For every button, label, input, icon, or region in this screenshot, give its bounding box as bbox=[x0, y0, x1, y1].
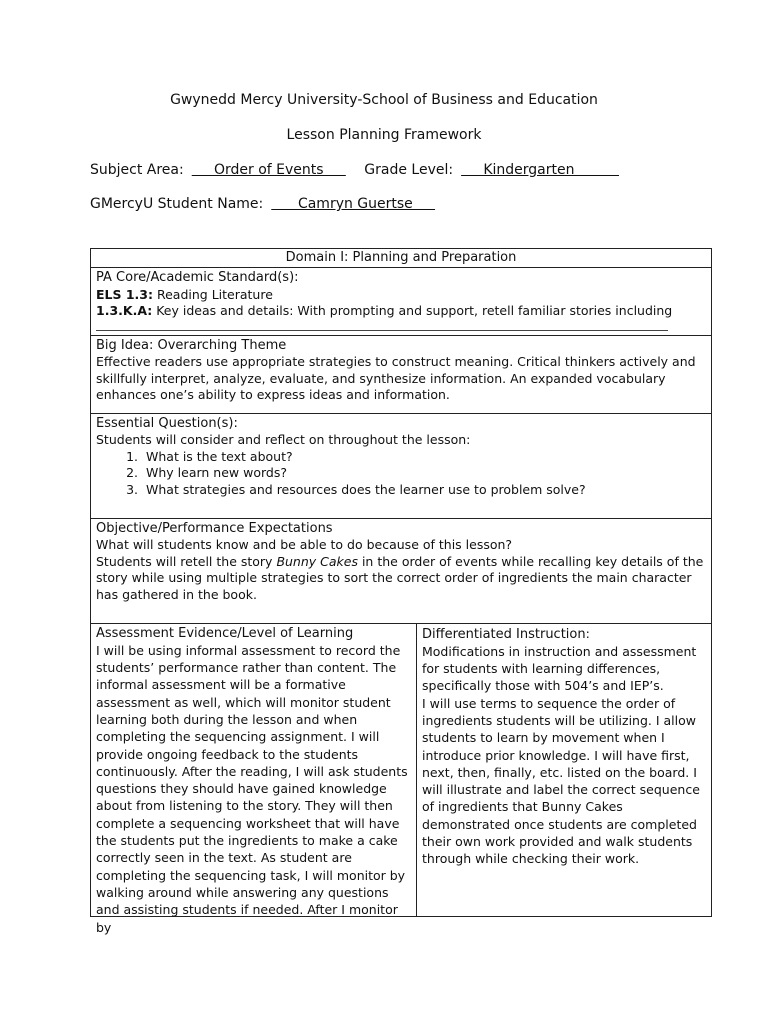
k-text: Key ideas and details: With prompting and support, retell familiar stories including bbox=[152, 303, 673, 318]
big-idea-section bbox=[91, 335, 711, 413]
els-code: ELS 1.3: bbox=[96, 286, 154, 302]
student-name-row bbox=[90, 196, 435, 212]
essential-questions-list bbox=[96, 449, 706, 499]
list-item: 3. What strategies and resources does the learner use to problem solve? bbox=[142, 482, 706, 499]
differentiated-text-1: Modifications in instruction and assessment for students with learning differences, specifically those with 504’s and IEP’s. bbox=[422, 643, 697, 694]
list-item: 1. What is the text about? bbox=[142, 449, 706, 466]
objective-text-start: Students will retell the story bbox=[96, 553, 277, 569]
k-standard bbox=[96, 303, 706, 320]
differentiated-heading-line bbox=[422, 625, 706, 643]
essential-questions-section bbox=[91, 413, 711, 518]
grade-level-value: Kindergarten bbox=[461, 162, 619, 178]
student-name-label: GMercyU Student Name: bbox=[90, 196, 264, 212]
objective-question: What will students know and be able to do because of this lesson? bbox=[96, 537, 513, 552]
objective-heading: Objective/Performance Expectations bbox=[96, 520, 333, 536]
institution-title: Gwynedd Mercy University-School of Business and Education bbox=[170, 92, 598, 108]
objective-text bbox=[96, 554, 706, 604]
els-text: Reading Literature bbox=[153, 286, 273, 302]
student-name-value: Camryn Guertse bbox=[271, 196, 436, 212]
planning-table bbox=[90, 248, 712, 935]
els-standard bbox=[96, 287, 706, 304]
grade-level-label: Grade Level: bbox=[364, 162, 454, 178]
objective-text-end: in the order of events while recalling key details of the story while using multiple strategies to sort the correct order of ingredients the main character has gathered in the book. bbox=[96, 553, 704, 602]
k-code: 1.3.K.A: bbox=[96, 303, 153, 318]
subject-grade-row bbox=[90, 162, 619, 178]
standards-section bbox=[91, 267, 711, 335]
standards-heading: PA Core/Academic Standard(s): bbox=[96, 270, 299, 285]
assessment-differentiation-row bbox=[91, 623, 711, 935]
blank-underline bbox=[96, 320, 668, 331]
differentiated-column bbox=[417, 624, 711, 916]
assessment-heading: Assessment Evidence/Level of Learning bbox=[96, 625, 354, 641]
domain-header: Domain I: Planning and Preparation bbox=[285, 250, 517, 265]
differentiated-heading: Differentiated Instruction bbox=[422, 626, 586, 642]
assessment-text: I will be using informal assessment to record the students’ performance rather than content. The informal assessment will be a formative assessment as well, which will monitor student learning both during the lesson and when completing the sequencing assignment. I will provide ongoing feedback to the students continuously. After the reading, I will ask students questions they should have gained knowledge about from listening to the story. They will then complete a sequencing worksheet that will have the students put the ingredients to make a cake correctly seen in the text. As student are completing the sequencing task, I will monitor by walking around while answering any questions and assisting students if needed. After I monitor by bbox=[96, 642, 408, 935]
subject-area-label: Subject Area: bbox=[90, 162, 184, 178]
subject-area-value: Order of Events bbox=[191, 162, 346, 178]
heading-colon: : bbox=[585, 625, 590, 641]
big-idea-heading: Big Idea: Overarching Theme bbox=[96, 337, 287, 353]
essential-questions-heading: Essential Question(s): bbox=[96, 415, 238, 431]
big-idea-text: Effective readers use appropriate strategies to construct meaning. Critical thinkers actively and skillfully interpret, analyze, evaluate, and synthesize information. An expanded vocabulary enhances one’s ability to express ideas and information. bbox=[96, 354, 696, 402]
objective-section bbox=[91, 518, 711, 623]
book-title: Bunny Cakes bbox=[276, 553, 358, 569]
differentiated-text-2: I will use terms to sequence the order of ingredients students will be utilizing. I allow students to learn by movement when I introduce prior knowledge. I will have first, next, then, finally, etc. listed on the board. I will illustrate and label the correct sequence of ingredients that Bunny Cakes demonstrated once students are completed their own work provided and walk students through while checking their work. bbox=[422, 695, 700, 867]
essential-questions-intro: Students will consider and reflect on throughout the lesson: bbox=[96, 432, 471, 447]
list-item: 2. Why learn new words? bbox=[142, 465, 706, 482]
document-title: Lesson Planning Framework bbox=[286, 127, 482, 143]
assessment-column bbox=[91, 624, 417, 935]
